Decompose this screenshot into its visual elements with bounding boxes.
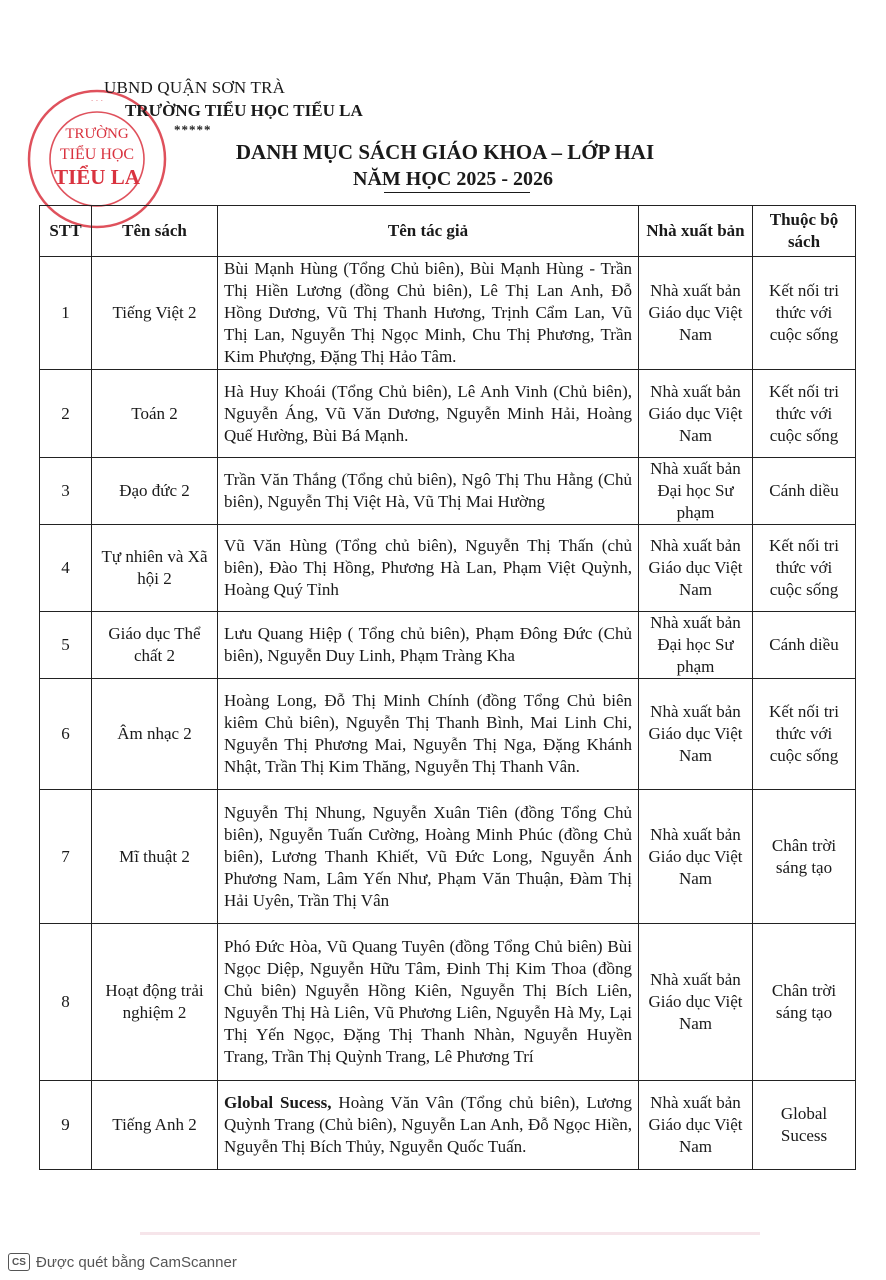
- row-authors: Vũ Văn Hùng (Tổng chủ biên), Nguyễn Thị Thấn (chủ biên), Đào Thị Hồng, Phương Hà Lan, Phạm Việt Quỳnh, Hoàng Quý Tỉnh: [218, 525, 639, 612]
- row-publisher: Nhà xuất bản Giáo dục Việt Nam: [639, 257, 753, 370]
- header-stars: *****: [174, 122, 212, 137]
- row-authors: Bùi Mạnh Hùng (Tổng Chủ biên), Bùi Mạnh Hùng - Trần Thị Hiền Lương (đồng Chủ biên), Lê Thị Lan Anh, Đỗ Hồng Dương, Vũ Thị Thanh Hương, Trịnh Cẩm Lan, Vũ Thị Lan, Nguyễn Thị Ngọc Minh, Chu Thị Phương, Trần Kim Phượng, Đặng Thị Hảo Tâm.: [218, 257, 639, 370]
- table-row: [40, 612, 856, 679]
- row-stt: 9: [40, 1081, 92, 1170]
- row-stt: 8: [40, 924, 92, 1081]
- header-publisher: Nhà xuất bản: [639, 206, 753, 257]
- svg-text:· · ·: · · ·: [90, 96, 104, 105]
- row-authors: Hà Huy Khoái (Tổng Chủ biên), Lê Anh Vinh (Chủ biên), Nguyễn Áng, Vũ Văn Dương, Nguyễn Minh Hải, Hoàng Quế Hường, Bùi Bá Mạnh.: [218, 370, 639, 458]
- header-name: Tên sách: [92, 206, 218, 257]
- row-publisher: Nhà xuất bản Giáo dục Việt Nam: [639, 790, 753, 924]
- row-authors: Hoàng Long, Đỗ Thị Minh Chính (đồng Tổng Chủ biên kiêm Chủ biên), Nguyễn Thị Thanh Bình, Mai Linh Chi, Nguyễn Thị Phương Mai, Nguyễn Thị Nga, Đặng Khánh Nhật, Trần Thị Kim Thăng, Nguyễn Thị Thanh Vân.: [218, 679, 639, 790]
- school-name: TRƯỜNG TIỂU HỌC TIỂU LA: [125, 101, 363, 120]
- row-series: Kết nối tri thức với cuộc sống: [753, 525, 856, 612]
- seal-line-3: TIỂU LA: [54, 165, 140, 189]
- row-publisher: Nhà xuất bản Giáo dục Việt Nam: [639, 370, 753, 458]
- series-name-bold: Global Sucess,: [224, 1093, 332, 1112]
- row-publisher: Nhà xuất bản Đại học Sư phạm: [639, 612, 753, 679]
- row-authors-text: Hoàng Văn Vân (Tổng chủ biên), Lương Quỳnh Trang (Chủ biên), Nguyễn Lan Anh, Đỗ Ngọc Hiền, Nguyễn Thị Bích Thủy, Nguyễn Quốc Tuấn.: [224, 1093, 633, 1156]
- scan-artifact-line: [140, 1232, 760, 1235]
- table-header-row: [40, 206, 856, 257]
- row-series: Kết nối tri thức với cuộc sống: [753, 257, 856, 370]
- table-row: [40, 924, 856, 1081]
- seal-line-2: TIỂU HỌC: [59, 146, 135, 163]
- row-stt: 4: [40, 525, 92, 612]
- row-authors: Nguyễn Thị Nhung, Nguyễn Xuân Tiên (đồng Tổng Chủ biên), Nguyễn Tuấn Cường, Hoàng Minh Phúc (đồng Chủ biên), Lương Thanh Khiết, Vũ Đức Long, Nguyễn Ánh Phương Nam, Lâm Yến Như, Phạm Văn Thuận, Đàm Thị Hải Uyên, Trần Thị Vân: [218, 790, 639, 924]
- table-row: [40, 370, 856, 458]
- row-authors: Lưu Quang Hiệp ( Tổng chủ biên), Phạm Đông Đức (Chủ biên), Nguyễn Duy Linh, Phạm Tràng Kha: [218, 612, 639, 679]
- row-series: Chân trời sáng tạo: [753, 924, 856, 1081]
- table-row: [40, 458, 856, 525]
- row-book-name: Tiếng Anh 2: [92, 1081, 218, 1170]
- row-stt: 3: [40, 458, 92, 525]
- row-authors: [218, 1081, 639, 1170]
- row-publisher: Nhà xuất bản Giáo dục Việt Nam: [639, 924, 753, 1081]
- row-book-name: Tự nhiên và Xã hội 2: [92, 525, 218, 612]
- header-authors: Tên tác giả: [218, 206, 639, 257]
- row-book-name: Toán 2: [92, 370, 218, 458]
- row-publisher: Nhà xuất bản Giáo dục Việt Nam: [639, 1081, 753, 1170]
- row-book-name: Mĩ thuật 2: [92, 790, 218, 924]
- row-series: Cánh diều: [753, 612, 856, 679]
- row-publisher: Nhà xuất bản Giáo dục Việt Nam: [639, 679, 753, 790]
- row-series: Chân trời sáng tạo: [753, 790, 856, 924]
- row-stt: 7: [40, 790, 92, 924]
- table-row: [40, 790, 856, 924]
- row-series: Cánh diều: [753, 458, 856, 525]
- table-row: [40, 257, 856, 370]
- row-authors: Trần Văn Thắng (Tổng chủ biên), Ngô Thị Thu Hằng (Chủ biên), Nguyễn Thị Việt Hà, Vũ Thị Mai Hường: [218, 458, 639, 525]
- camscanner-logo-icon: CS: [8, 1253, 30, 1271]
- row-stt: 1: [40, 257, 92, 370]
- scanner-text: Được quét bằng CamScanner: [36, 1253, 237, 1271]
- row-book-name: Tiếng Việt 2: [92, 257, 218, 370]
- row-stt: 2: [40, 370, 92, 458]
- row-stt: 6: [40, 679, 92, 790]
- header-series: Thuộc bộ sách: [753, 206, 856, 257]
- scanner-watermark: [8, 1253, 237, 1271]
- row-publisher: Nhà xuất bản Giáo dục Việt Nam: [639, 525, 753, 612]
- header-stt: STT: [40, 206, 92, 257]
- agency-name: UBND QUẬN SƠN TRÀ: [104, 78, 286, 97]
- table-row: [40, 1081, 856, 1170]
- seal-line-1: TRƯỜNG: [65, 126, 129, 142]
- row-book-name: Âm nhạc 2: [92, 679, 218, 790]
- row-series: Kết nối tri thức với cuộc sống: [753, 679, 856, 790]
- document-subtitle: NĂM HỌC 2025 - 2026: [0, 168, 886, 193]
- table-row: [40, 679, 856, 790]
- row-stt: 5: [40, 612, 92, 679]
- row-publisher: Nhà xuất bản Đại học Sư phạm: [639, 458, 753, 525]
- textbook-table: [39, 205, 856, 1170]
- row-series: Global Sucess: [753, 1081, 856, 1170]
- document-title: DANH MỤC SÁCH GIÁO KHOA – LỚP HAI: [235, 140, 655, 164]
- table-row: [40, 525, 856, 612]
- row-series: Kết nối tri thức với cuộc sống: [753, 370, 856, 458]
- row-authors: Phó Đức Hòa, Vũ Quang Tuyên (đồng Tổng Chủ biên) Bùi Ngọc Diệp, Nguyễn Hữu Tâm, Đinh Thị Kim Thoa (đồng Chủ biên) Nguyễn Hồng Kiên, Nguyễn Thị Bích Liên, Nguyễn Thị Hà Liên, Vũ Phương Liên, Nguyễn Hà My, Lại Thị Yến Ngọc, Đặng Thị Thanh Nhàn, Nguyễn Huyền Trang, Trần Thị Quỳnh Trang, Lê Phương Trí: [218, 924, 639, 1081]
- row-book-name: Hoạt động trải nghiệm 2: [92, 924, 218, 1081]
- row-book-name: Đạo đức 2: [92, 458, 218, 525]
- row-book-name: Giáo dục Thể chất 2: [92, 612, 218, 679]
